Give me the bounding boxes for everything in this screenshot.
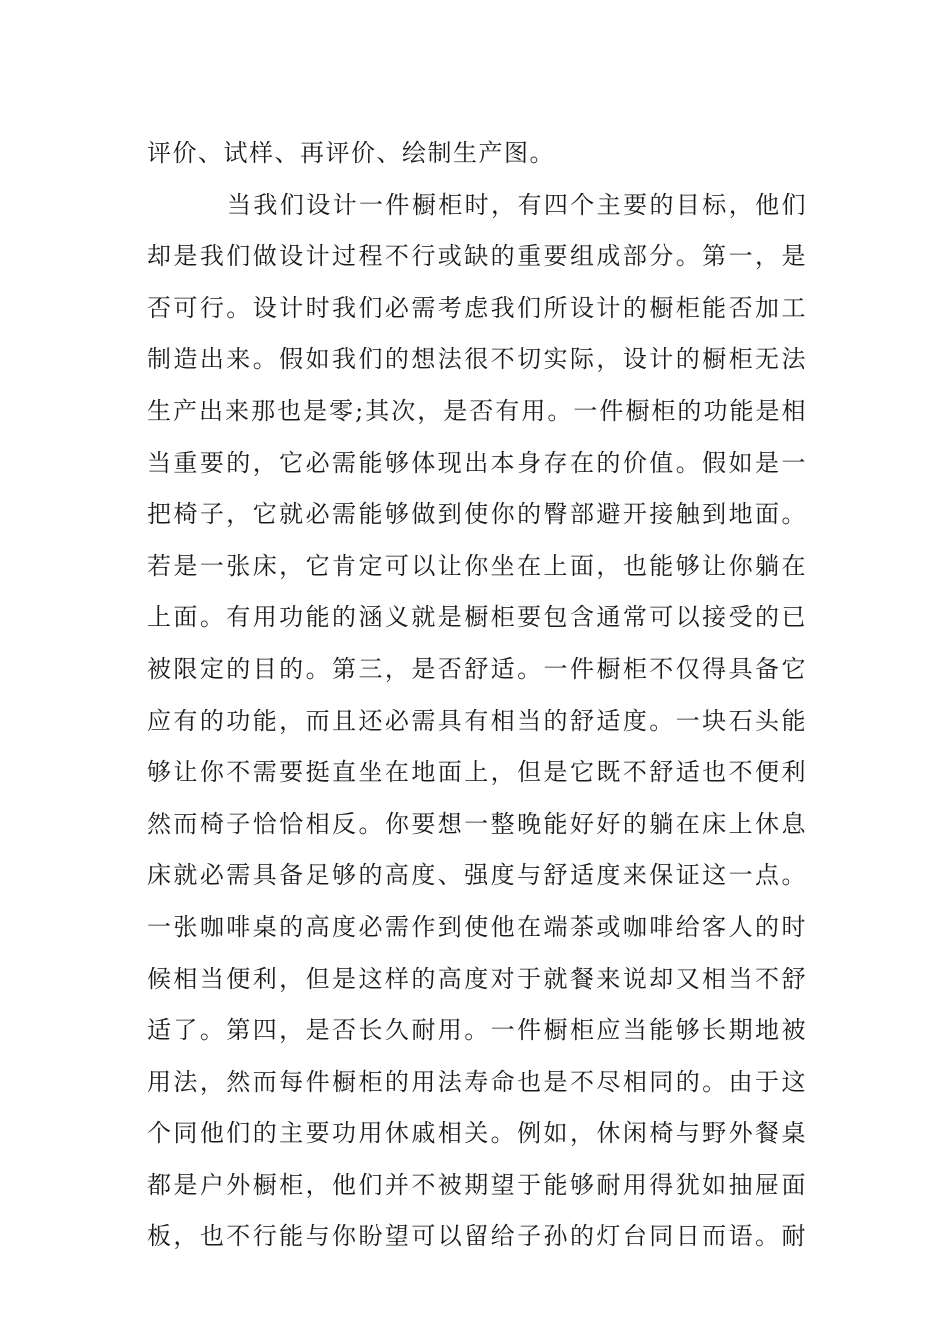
text-line: 够让你不需要挺直坐在地面上，但是它既不舒适也不便利	[147, 758, 807, 787]
body-text	[147, 128, 807, 1263]
text-line: 却是我们做设计过程不行或缺的重要组成部分。第一，是	[147, 242, 807, 271]
text-line: 把椅子，它就必需能够做到使你的臀部避开接触到地面。	[147, 500, 807, 529]
text-line: 个同他们的主要功用休戚相关。例如，休闲椅与野外餐桌	[147, 1119, 807, 1148]
text-line: 板，也不行能与你盼望可以留给子孙的灯台同日而语。耐	[147, 1222, 807, 1251]
text-line: 候相当便利，但是这样的高度对于就餐来说却又相当不舒	[147, 964, 807, 993]
text-line: 用法，然而每件橱柜的用法寿命也是不尽相同的。由于这	[147, 1067, 807, 1096]
text-line: 被限定的目的。第三，是否舒适。一件橱柜不仅得具备它	[147, 654, 807, 683]
text-line: 床就必需具备足够的高度、强度与舒适度来保证这一点。	[147, 861, 807, 890]
paragraph-first-line: 当我们设计一件橱柜时，有四个主要的目标，他们	[227, 190, 807, 219]
text-line: 制造出来。假如我们的想法很不切实际，设计的橱柜无法	[147, 345, 807, 374]
text-line: 生产出来那也是零;其次，是否有用。一件橱柜的功能是相	[147, 396, 807, 425]
text-line: 评价、试样、再评价、绘制生产图。	[147, 139, 555, 167]
text-line: 一张咖啡桌的高度必需作到使他在端茶或咖啡给客人的时	[147, 912, 807, 941]
text-line: 然而椅子恰恰相反。你要想一整晚能好好的躺在床上休息	[147, 809, 807, 838]
text-line: 若是一张床，它肯定可以让你坐在上面，也能够让你躺在	[147, 551, 807, 580]
text-line: 都是户外橱柜，他们并不被期望于能够耐用得犹如抽屉面	[147, 1170, 807, 1199]
text-line: 应有的功能，而且还必需具有相当的舒适度。一块石头能	[147, 706, 807, 735]
text-line: 否可行。设计时我们必需考虑我们所设计的橱柜能否加工	[147, 293, 807, 322]
text-line: 当重要的，它必需能够体现出本身存在的价值。假如是一	[147, 448, 807, 477]
text-line: 上面。有用功能的涵义就是橱柜要包含通常可以接受的已	[147, 603, 807, 632]
text-line: 适了。第四，是否长久耐用。一件橱柜应当能够长期地被	[147, 1016, 807, 1045]
